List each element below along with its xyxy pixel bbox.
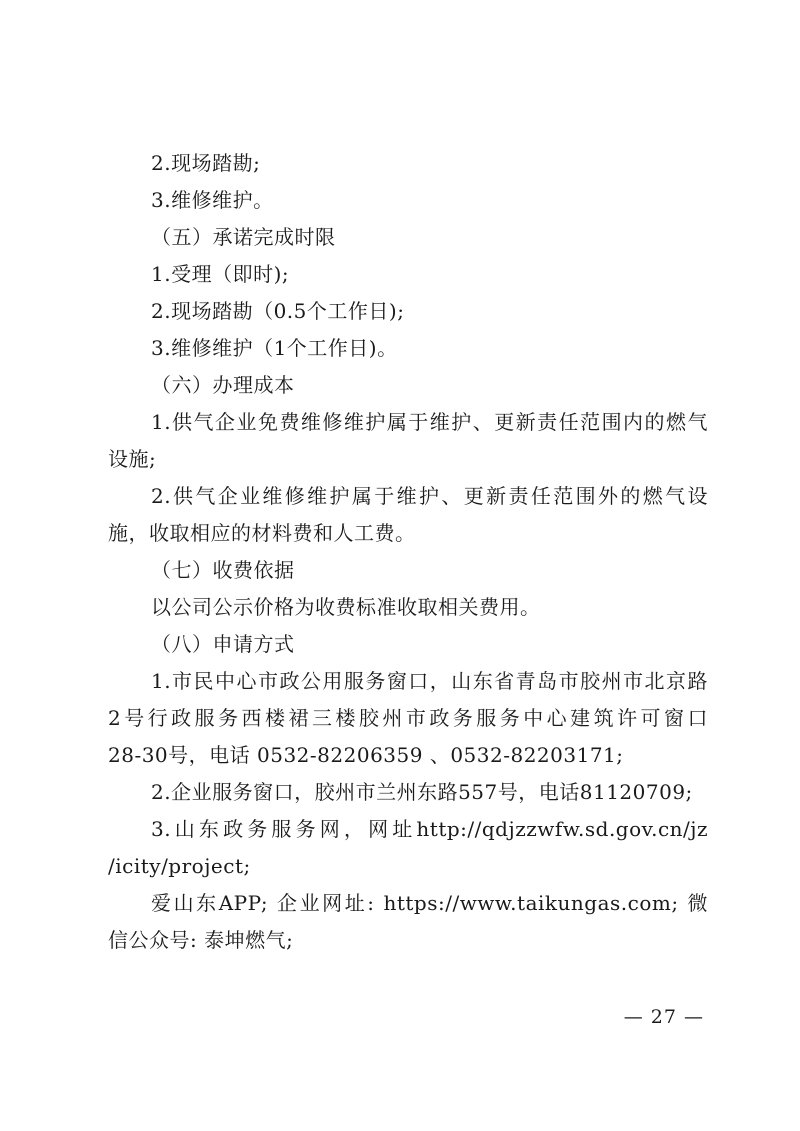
section-heading-application: （八）申请方式: [151, 632, 295, 656]
paragraph-paid-maintenance: 2.供气企业维修维护属于维护、更新责任范围外的燃气设: [151, 484, 708, 508]
list-item-maintenance-time: 3.维修维护（1个工作日)。: [151, 336, 398, 360]
list-item-site-survey: 2.现场踏勘;: [151, 151, 261, 175]
paragraph-app-website: 爱山东APP; 企业网址: https://www.taikungas.com; 微: [151, 891, 708, 915]
paragraph-gov-website-cont: /icity/project;: [108, 854, 251, 878]
paragraph-fee-basis: 以公司公示价格为收费标准收取相关费用。: [151, 595, 541, 619]
paragraph-citizen-center-phone: 28-30号，电话 0532-82206359 、0532-82203171;: [108, 743, 624, 767]
section-heading-cost: （六）办理成本: [151, 373, 295, 397]
paragraph-citizen-center-cont: 2号行政服务西楼裙三楼胶州市政务服务中心建筑许可窗口: [108, 706, 708, 730]
section-heading-completion-time: （五）承诺完成时限: [151, 225, 336, 249]
paragraph-paid-maintenance-cont: 施，收取相应的材料费和人工费。: [108, 521, 416, 545]
paragraph-wechat: 信公众号: 泰坤燃气;: [108, 928, 294, 952]
list-item-survey-time: 2.现场踏勘（0.5个工作日);: [151, 299, 405, 323]
list-item-maintenance: 3.维修维护。: [151, 188, 274, 212]
paragraph-citizen-center: 1.市民中心市政公用服务窗口，山东省青岛市胶州市北京路: [151, 669, 708, 693]
paragraph-gov-website: 3.山东政务服务网，网址http://qdjzzwfw.sd.gov.cn/jz: [151, 817, 708, 841]
paragraph-enterprise-window: 2.企业服务窗口，胶州市兰州东路557号，电话81120709;: [151, 780, 693, 804]
document-body: [108, 145, 708, 959]
section-heading-fee-basis: （七）收费依据: [151, 558, 295, 582]
paragraph-free-maintenance-cont: 设施;: [108, 447, 157, 471]
paragraph-free-maintenance: 1.供气企业免费维修维护属于维护、更新责任范围内的燃气: [151, 410, 708, 434]
list-item-acceptance-time: 1.受理（即时);: [151, 262, 290, 286]
page-number: — 27 —: [623, 1006, 704, 1028]
